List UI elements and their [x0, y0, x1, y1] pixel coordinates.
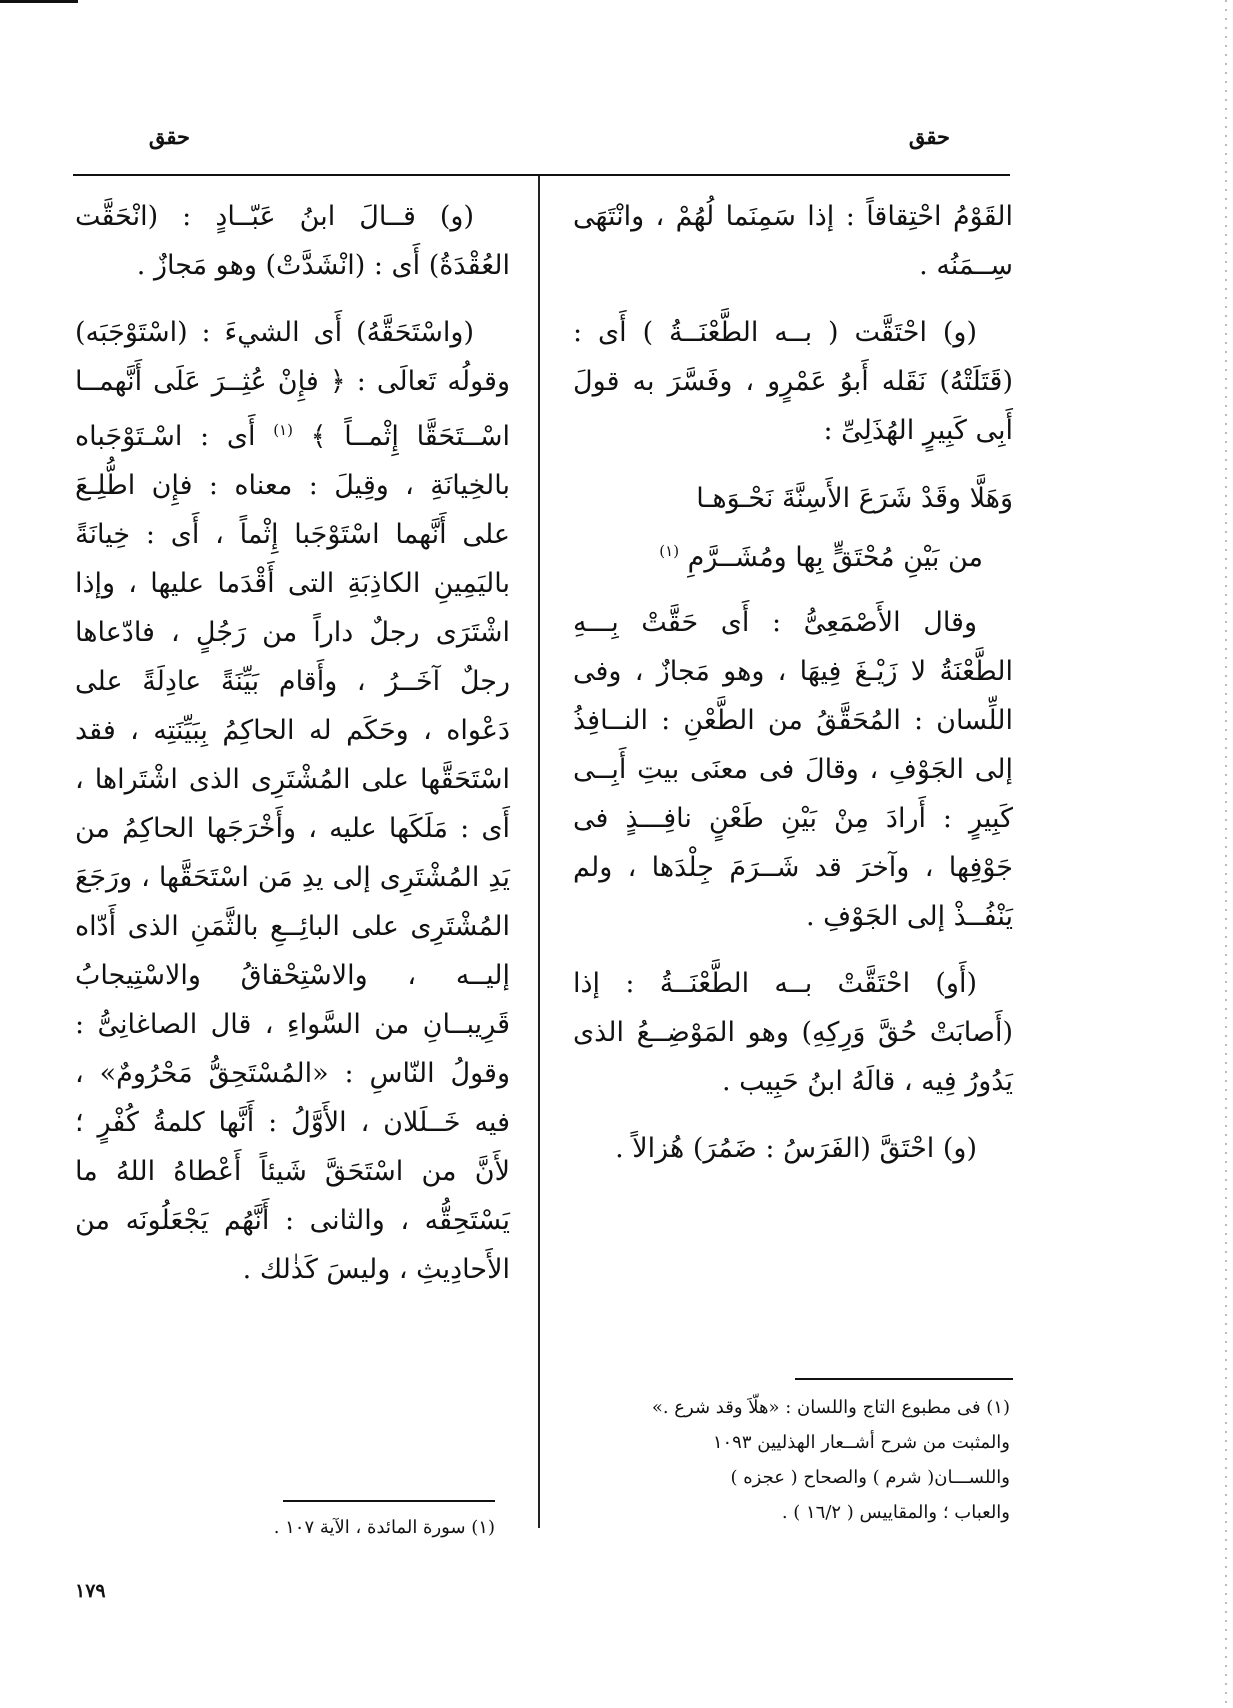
footnote-line: والمثبت من شرح أشــعار الهذليين ١٠٩٣	[712, 1432, 1010, 1453]
paragraph: القَوْمُ احْتِقاقاً : إذا سَمِنَما لُهُمْ ، وانْتَهَى سِــمَنُه .	[573, 201, 1013, 281]
page-edge-dots	[1225, 0, 1227, 1708]
footnote-line: والعباب ؛ والمقاييس ( ١٦/٢ ) .	[781, 1502, 1010, 1523]
paragraph: (و) احْتَقَّت ( بــه الطَّعْنَــةُ ) أَى : (قَتَلَتْهُ) نَقَله أَبوُ عَمْرٍو ، وفَسَّرَ به قولَ أَبِى كَبِيرٍ الهُذَلِىِّ :	[573, 317, 1013, 446]
footnote-marker: (١)	[659, 542, 680, 560]
paragraph-text: (واسْتَحَقَّهُ) أَى الشيءَ : (اسْتَوْجَبَه) وقولُه تَعالَى : ﴿ فإِنْ عُثِــرَ عَلَى أَنَّهمــا اسْــتَحَقَّا إِثْمــاً ﴾	[75, 317, 510, 452]
footnote-line: (١) فى مطبوع التاج واللسان : «هلّاَ وقد شرع .»	[651, 1397, 1010, 1418]
poem-line	[573, 525, 1013, 584]
poem-line-text: من بَيْنِ مُحْتَقٍّ بِها ومُشَــرَّمِ	[687, 542, 983, 573]
paragraph-text: أَى : اسْـتَوْجَباه بالخِيانَةِ ، وقِيلَ : معناه : فإِن اطُّلِـعَ على أَنَّهما اسْتَوْجَبا إِثْماً ، أَى : خِيانَةً باليَمِينِ الكاذِبَةِ التى أَقْدَما عليها ، وإذا اشْتَرَى رجلٌ داراً من رَجُلٍ ، فادّعاها رجلٌ آخَــرُ ، وأَقام بَيِّنَةً عادِلَةً على دَعْواه ، وحَكَم له الحاكِمُ بِبَيِّنَتِه ، فقد اسْتَحَقَّها على المُشْتَرِى الذى اشْتَراها ، أَى : مَلَكَها عليه ، وأَخْرَجَها الحاكِمُ من يَدِ المُشْتَرِى إلى يدِ مَن اسْتَحَقَّها ، ورَجَعَ المُشْتَرِى على البائِــعِ بالثَّمَنِ الذى أَدّاه إليــه ، والاسْتِحْقاقُ والاسْتِيجابُ قَرِيبــانِ من السَّواءِ ، قال الصاغانِىُّ : وقولُ النّاسِ : «المُسْتَحِقُّ مَحْرُومٌ» ، فيه خَــلَلان ، الأَوَّلُ : أَنَّها كلمةُ كُفْرٍ ؛ لأَنَّ من اسْتَحَقَّ شَيئاً أَعْطاهُ اللهُ ما يَسْتَحِقُّه ، والثانى : أَنَّهُم يَجْعَلُونَه من الأَحادِيثِ ، وليسَ كَذٰلك .	[75, 421, 510, 1285]
footnote-rule-right	[795, 1378, 1013, 1380]
footnote-marker: (١)	[273, 421, 293, 439]
footnotes-right	[580, 1390, 1010, 1530]
corner-scan-mark	[0, 0, 78, 3]
footnotes-left	[245, 1510, 495, 1545]
poem-line: وَهَلَّا وقَدْ شَرَعَ الأَسِنَّةَ نَحْـوَهـا	[696, 483, 1013, 514]
running-header-right: حقق	[908, 124, 950, 149]
footnote-rule-left	[283, 1500, 495, 1502]
paragraph: (و) قــالَ ابنُ عَبّــادٍ : (انْحَقَّت العُقْدَةُ) أَى : (انْشَدَّتْ) وهو مَجازٌ .	[75, 201, 510, 281]
footnote-line: (١) سورة المائدة ، الآية ١٠٧ .	[273, 1517, 495, 1538]
paragraph	[75, 308, 510, 1294]
header-rule	[73, 174, 1010, 176]
left-column	[75, 192, 510, 1312]
footnote-line: واللســـان( شرم ) والصحاح ( عجزه )	[730, 1467, 1010, 1488]
right-column	[573, 192, 1013, 1191]
column-divider	[538, 176, 540, 1528]
page-number: ١٧٩	[75, 1580, 106, 1602]
paragraph: (أَو) احْتَقَّتْ بــه الطَّعْنَــةُ : إذا (أَصابَتْ حُقَّ وَرِكِهِ) وهو المَوْضِــعُ الذى يَدُورُ فِيه ، قالَهُ ابنُ حَبِيب .	[573, 968, 1013, 1097]
paragraph: وقال الأَصْمَعِىُّ : أَى حَقَّتْ بِـــهِ الطَّعْنَةُ لا زَيْـغَ فِيهَا ، وهو مَجازٌ ، وفى اللِّسان : المُحَقَّقُ من الطَّعْنِ : النــافِذُ إلى الجَوْفِ ، وقالَ فى معنَى بيتِ أَبِــى كَبِيرٍ : أَرادَ مِنْ بَيْنِ طَعْنٍ نافِـــذٍ فى جَوْفِها ، وآخرَ قد شَــرَمَ جِلْدَها ، ولم يَنْفُــذْ إلى الجَوْفِ .	[573, 607, 1013, 932]
running-header-left: حقق	[148, 124, 190, 149]
paragraph: (و) احْتَقَّ (الفَرَسُ : ضَمُرَ) هُزالاً .	[615, 1133, 977, 1164]
